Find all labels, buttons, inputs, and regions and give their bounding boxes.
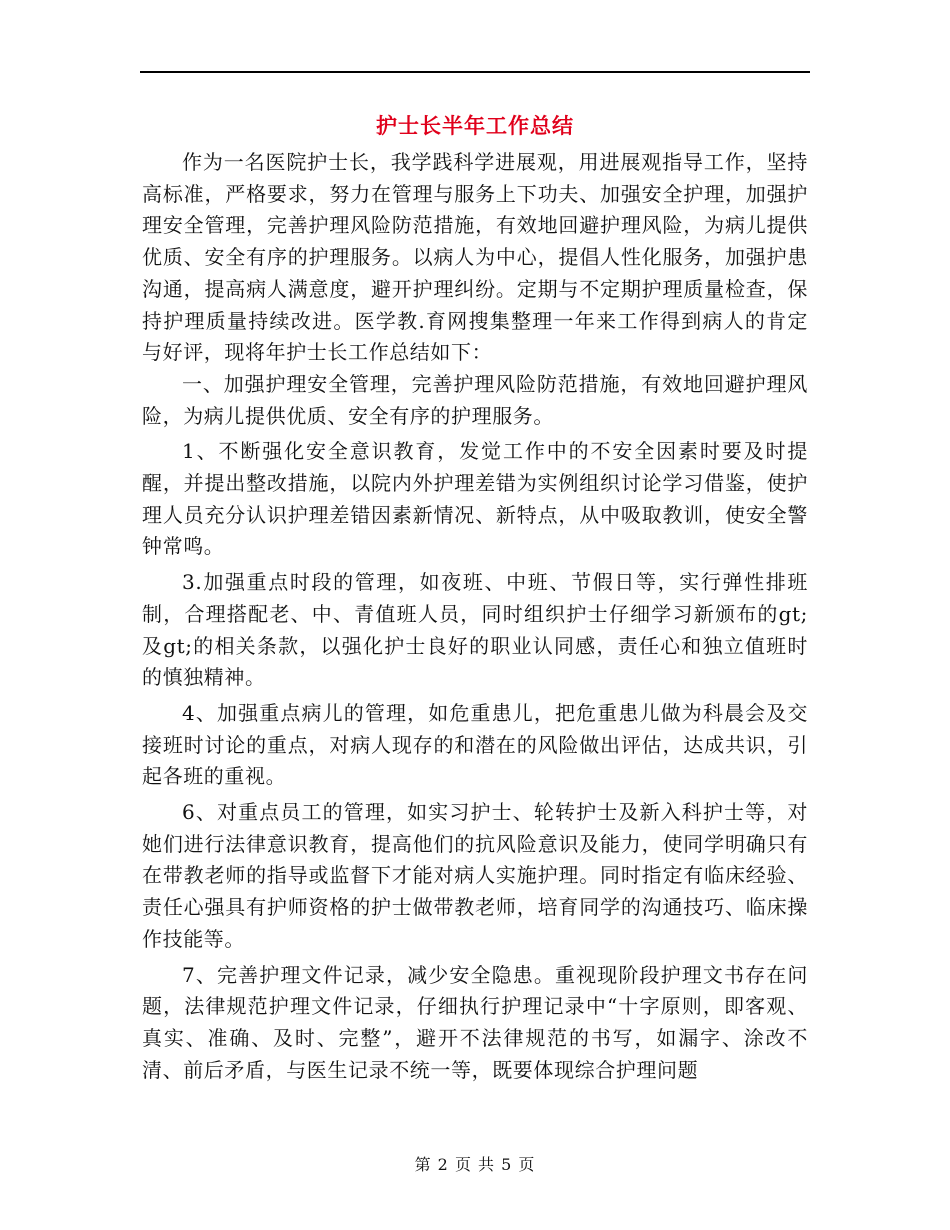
paragraph-item-4: 4、加强重点病儿的管理，如危重患儿，把危重患儿做为科晨会及交接班时讨论的重点，对病人现存的和潜在的风险做出评估，达成共识，引起各班的重视。 [142,700,808,789]
paragraph-item-7: 7、完善护理文件记录，减少安全隐患。重视现阶段护理文书存在问题，法律规范护理文件记录，仔细执行护理记录中“十字原则，即客观、真实、准确、及时、完整”，避开不法律规范的书写，如漏字、涂改不清、前后矛盾，与医生记录不统一等，既要体现综合护理问题 [142,962,808,1082]
paragraph-item-3: 3.加强重点时段的管理，如夜班、中班、节假日等，实行弹性排班制，合理搭配老、中、青值班人员，同时组织护士仔细学习新颁布的gt;及gt;的相关条款，以强化护士良好的职业认同感，责任心和独立值班时的慎独精神。 [142,570,808,690]
paragraph-item-1: 1、不断强化安全意识教育，发觉工作中的不安全因素时要及时提醒，并提出整改措施，以院内外护理差错为实例组织讨论学习借鉴，使护理人员充分认识护理差错因素新情况、新特点，从中吸取教训，使安全警钟常鸣。 [142,439,808,559]
document-title: 护士长半年工作总结 [376,113,574,138]
page-number: 第 2 页 共 5 页 [414,1155,536,1174]
paragraph-item-6: 6、对重点员工的管理，如实习护士、轮转护士及新入科护士等，对她们进行法律意识教育，提高他们的抗风险意识及能力，使同学明确只有在带教老师的指导或监督下才能对病人实施护理。同时指定有临床经验、责任心强具有护师资格的护士做带教老师，培育同学的沟通技巧、临床操作技能等。 [142,800,808,951]
paragraph-intro: 作为一名医院护士长，我学践科学进展观，用进展观指导工作，坚持高标准，严格要求，努力在管理与服务上下功夫、加强安全护理，加强护理安全管理，完善护理风险防范措施，有效地回避护理风险，为病儿提供优质、安全有序的护理服务。以病人为中心，提倡人性化服务，加强护患沟通，提高病人满意度，避开护理纠纷。定期与不定期护理质量检查，保持护理质量持续改进。医学教.育网搜集整理一年来工作得到病人的肯定与好评，现将年护士长工作总结如下： [142,150,808,365]
document-body [142,147,808,1086]
header-rule [140,71,810,73]
paragraph-section-one: 一、加强护理安全管理，完善护理风险防范措施，有效地回避护理风险，为病儿提供优质、安全有序的护理服务。 [142,371,808,428]
